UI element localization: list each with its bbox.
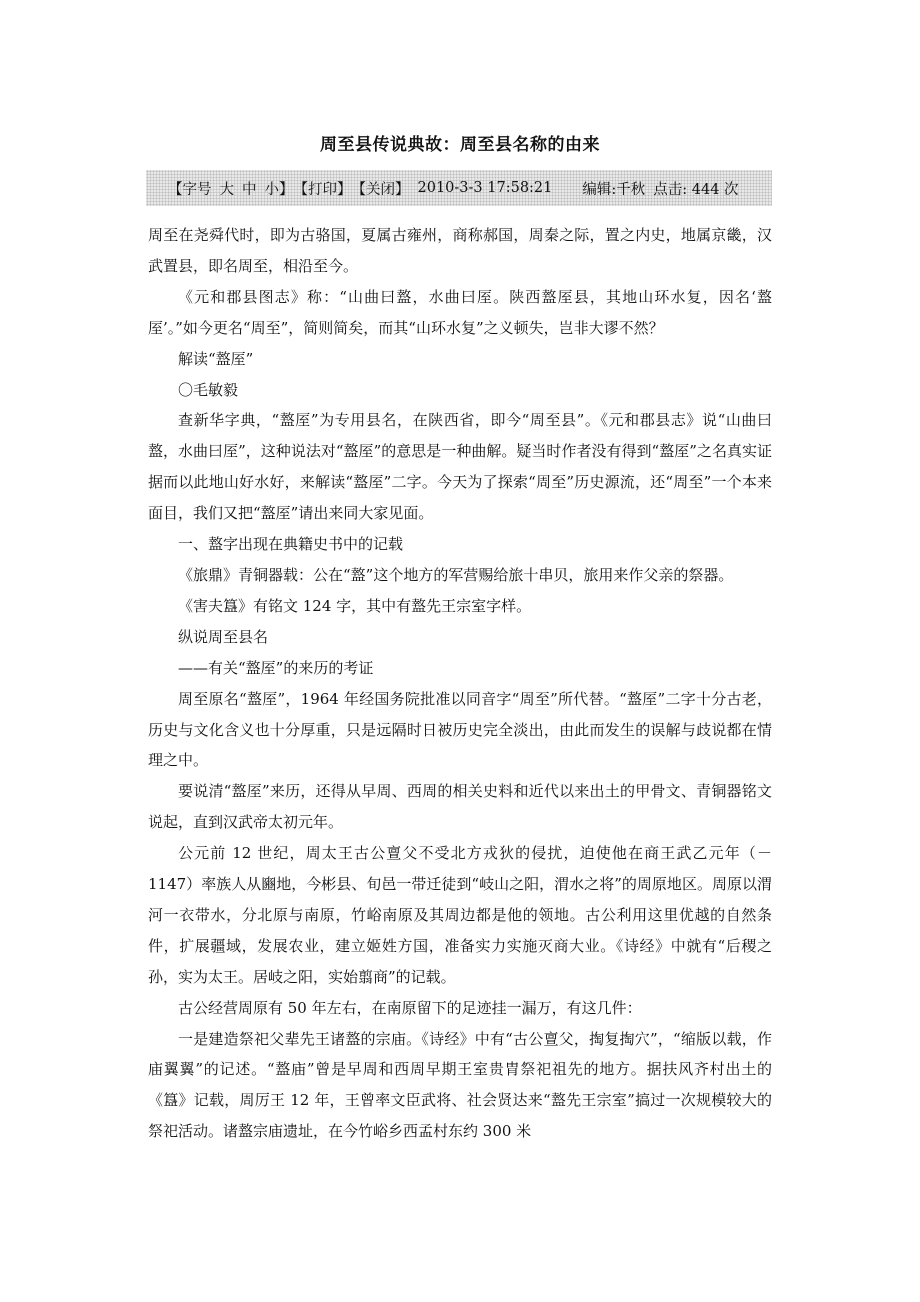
article-title: 周至县传说典故：周至县名称的由来 (320, 135, 600, 155)
print-link[interactable]: 【打印】 (293, 181, 352, 198)
article-paragraph: 《旅鼎》青铜器载：公在“盩”这个地方的军营赐给旅十串贝，旅用来作父亲的祭器。 (178, 565, 734, 584)
font-size-large-link[interactable]: 大 (219, 181, 234, 198)
article-paragraph: ——有关“盩厔”的来历的考证 (178, 658, 374, 677)
article-paragraph: 〇毛敏毅 (178, 380, 239, 399)
article-paragraph: 要说清“盩厔”来历，还得从早周、西周的相关史料和近代以来出土的甲骨文、青铜器铭文说起，直到汉武帝太初元年。 (148, 782, 772, 832)
article-paragraph: 查新华字典，“盩厔”为专用县名，在陕西省，即今“周至县”。《元和郡县志》说“山曲曰盩，水曲曰厔”，这种说法对“盩厔”的意思是一种曲解。疑当时作者没有得到“盩厔”之名真实证据而以此地山好水好，来解读“盩厔”二字。今天为了探索“周至”历史源流，还“周至”一个本来面目，我们又把“盩厔”请出来同大家见面。 (148, 411, 772, 523)
article-body (148, 220, 772, 1147)
article-paragraph: 古公经营周原有 50 年左右，在南原留下的足迹挂一漏万，有这几件： (178, 998, 642, 1017)
article-paragraph: 周至在尧舜代时，即为古骆国，夏属古雍州，商称郝国，周秦之际，置之内史，地属京畿，汉武置县，即名周至，相沿至今。 (148, 226, 772, 275)
publish-datetime: 2010-3-3 17:58:21 (417, 180, 553, 196)
article-meta-bar (146, 170, 772, 206)
article-paragraph: 公元前 12 世纪，周太王古公亶父不受北方戎狄的侵扰，迫使他在商王武乙元年（－1147）率族人从豳地，今彬县、旬邑一带迁徒到“岐山之阳，渭水之将”的周原地区。周原以渭河一衣带水，分北原与南原，竹峪南原及其周边都是他的领地。古公利用这里优越的自然条件，扩展疆域，发展农业，建立姬姓方国，准备实力实施灭商大业。《诗经》中就有“后稷之孙，实为太王。居岐之阳，实始翦商”的记载。 (148, 844, 772, 986)
article-paragraph: 周至原名“盩厔”，1964 年经国务院批准以同音字“周至”所代替。“盩厔”二字十分古老，历史与文化含义也十分厚重，只是远隔时日被历史完全淡出，由此而发生的误解与歧说都在情理之中。 (148, 689, 772, 770)
article-paragraph: 一是建造祭祀父辈先王诸盩的宗庙。《诗经》中有“古公亶父，掏复掏穴”，“缩版以载，作庙翼翼”的记述。“盩庙”曾是早周和西周早期王室贵胄祭祀祖先的地方。据扶风齐村出土的《簋》记载，周厉王 12 年，王曾率文臣武将、社会贤达来“盩先王宗室”搞过一次规模较大的祭祀活动。诸盩宗庙遗址，在今竹峪乡西孟村东约 300 米 (148, 1029, 772, 1141)
font-size-medium-link[interactable]: 中 (242, 181, 257, 198)
article-paragraph: 《元和郡县图志》称：“山曲曰盩，水曲曰厔。陕西盩厔县，其地山环水复，因名‘盩厔’。”如今更名“周至”，简则简矣，而其“山环水复”之义顿失，岂非大谬不然？ (148, 287, 772, 337)
editor-label: 编辑:千秋 (582, 181, 646, 198)
font-size-label: 【字号 (168, 181, 212, 198)
article-paragraph: 解读“盩厔” (178, 349, 254, 368)
font-size-small-link[interactable]: 小】 (264, 181, 294, 198)
close-link[interactable]: 【关闭】 (351, 181, 410, 198)
click-count: 点击: 444 次 (653, 181, 739, 198)
article-paragraph: 《害夫簋》有铭文 124 字，其中有盩先王宗室字样。 (178, 596, 532, 615)
article-paragraph: 一、盩字出现在典籍史书中的记载 (178, 535, 404, 554)
article-paragraph: 纵说周至县名 (178, 627, 269, 646)
